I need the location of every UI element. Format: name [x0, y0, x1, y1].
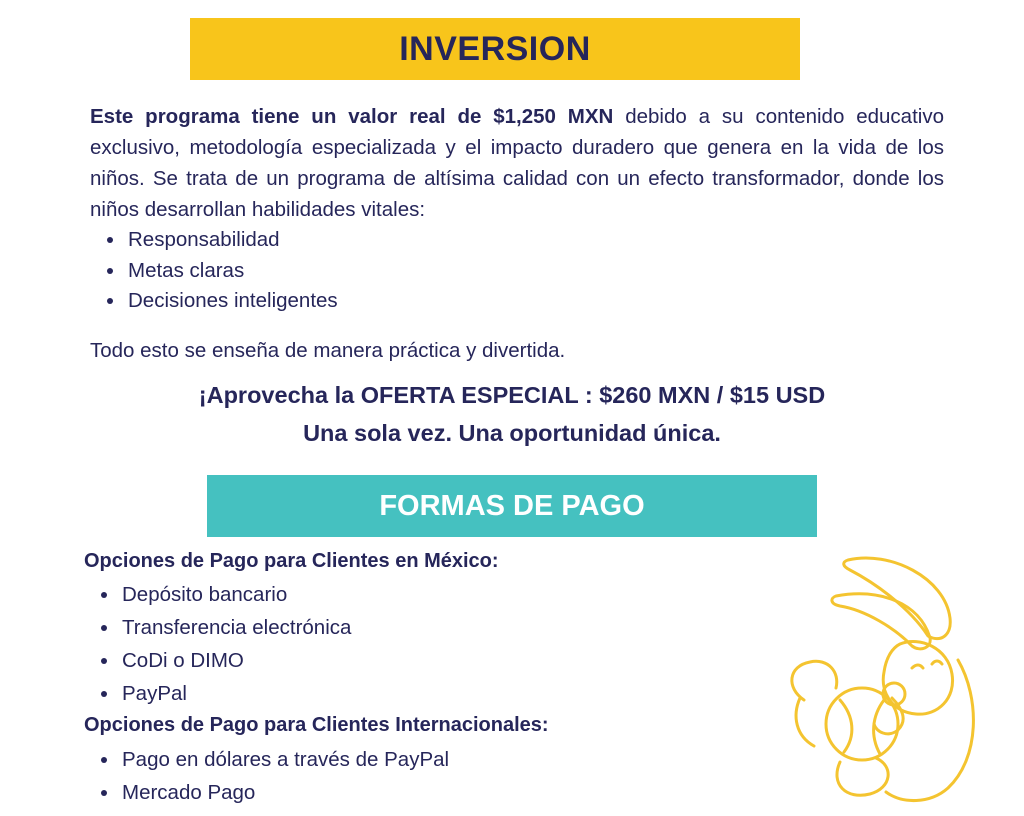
list-item: Depósito bancario [84, 578, 351, 611]
list-item: Metas claras [90, 256, 338, 287]
inversion-title: INVERSION [399, 29, 591, 68]
closing-text: Todo esto se enseña de manera práctica y divertida. [90, 339, 566, 362]
list-item: Responsabilidad [90, 225, 338, 256]
unique-opportunity-text: Una sola vez. Una oportunidad única. [303, 420, 721, 446]
intro-description: debido a su contenido educativo exclusivo, metodología especializada y el impacto duradero que genera en la vida de los niños. Se trata de un programa de altísima calidad con un efecto transformador, donde los niños desarrollan habilidades vitales: [90, 105, 944, 221]
intro-value-statement: Este programa tiene un valor real de $1,250 MXN [90, 105, 614, 128]
list-item: PayPal [84, 677, 351, 710]
benefits-list [90, 225, 338, 317]
list-item: Mercado Pago [84, 776, 449, 809]
mexico-payment-heading: Opciones de Pago para Clientes en México: [84, 550, 499, 572]
payment-title-banner [207, 475, 817, 537]
intro-paragraph [90, 101, 944, 225]
list-item: Transferencia electrónica [84, 611, 351, 644]
bunny-hugging-ball-icon [780, 548, 990, 804]
inversion-title-banner [190, 18, 800, 80]
list-item: Pago en dólares a través de PayPal [84, 743, 449, 776]
special-offer-text: ¡Aprovecha la OFERTA ESPECIAL : $260 MXN / $15 USD [198, 382, 826, 408]
payment-title: FORMAS DE PAGO [379, 489, 645, 522]
mexico-payment-list [84, 578, 351, 710]
international-payment-heading: Opciones de Pago para Clientes Internacionales: [84, 714, 549, 736]
international-payment-list [84, 743, 449, 809]
list-item: CoDi o DIMO [84, 644, 351, 677]
list-item: Decisiones inteligentes [90, 286, 338, 317]
